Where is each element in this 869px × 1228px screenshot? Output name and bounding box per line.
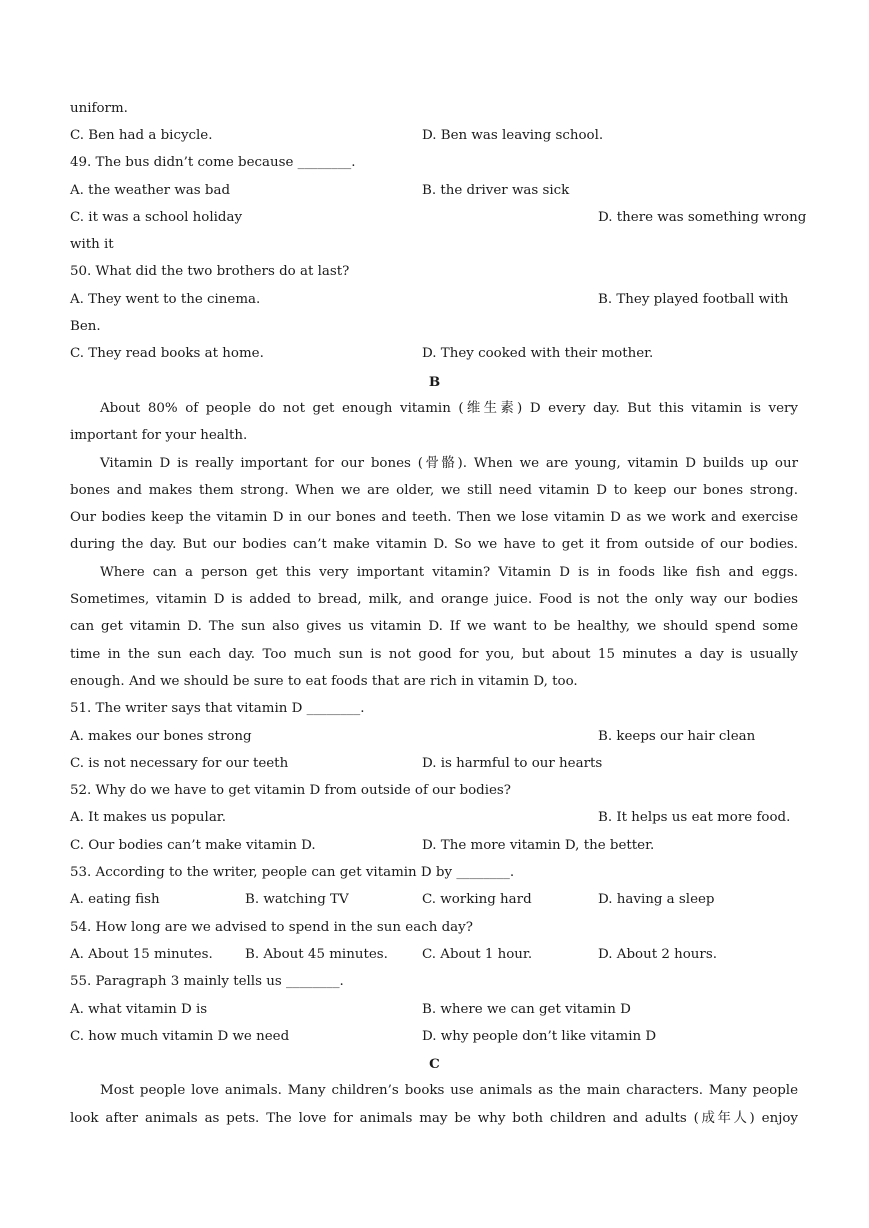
option-50-b: B. They played football with — [598, 292, 789, 307]
option-49-b: B. the driver was sick — [422, 183, 570, 198]
option-48-c: C. Ben had a bicycle. — [70, 128, 213, 143]
passage-b-line: Our bodies keep the vitamin D in our bones and teeth. Then we lose vitamin D as we work and exercise — [70, 510, 798, 525]
option-54-d: D. About 2 hours. — [598, 947, 717, 962]
option-51-c: C. is not necessary for our teeth — [70, 756, 289, 771]
option-53-b: B. watching TV — [245, 892, 349, 907]
option-53-d: D. having a sleep — [598, 892, 715, 907]
option-50-d: D. They cooked with their mother. — [422, 346, 654, 361]
option-55-a: A. what vitamin D is — [70, 1002, 208, 1017]
option-49-d-cont: with it — [70, 237, 114, 252]
option-53-a: A. eating fish — [70, 892, 160, 907]
option-54-b: B. About 45 minutes. — [245, 947, 388, 962]
option-52-d: D. The more vitamin D, the better. — [422, 838, 655, 853]
question-55: 55. Paragraph 3 mainly tells us ________. — [70, 974, 344, 989]
option-55-d: D. why people don’t like vitamin D — [422, 1029, 657, 1044]
question-50: 50. What did the two brothers do at last? — [70, 264, 350, 279]
question-54: 54. How long are we advised to spend in the sun each day? — [70, 920, 473, 935]
option-51-a: A. makes our bones strong — [70, 729, 252, 744]
option-54-a: A. About 15 minutes. — [70, 947, 213, 962]
option-50-a: A. They went to the cinema. — [70, 292, 261, 307]
question-52: 52. Why do we have to get vitamin D from outside of our bodies? — [70, 783, 511, 798]
option-49-d: D. there was something wrong — [598, 210, 807, 225]
passage-b-line: enough. And we should be sure to eat foods that are rich in vitamin D, too. — [70, 674, 578, 689]
option-48-d: D. Ben was leaving school. — [422, 128, 604, 143]
passage-b-line: time in the sun each day. Too much sun is not good for you, but about 15 minutes a day is usually — [70, 647, 798, 662]
passage-b-line: bones and makes them strong. When we are older, we still need vitamin D to keep our bones strong. — [70, 483, 798, 498]
option-55-c: C. how much vitamin D we need — [70, 1029, 290, 1044]
passage-c-line: look after animals as pets. The love for animals may be why both children and adults (成年人) enjoy — [70, 1111, 798, 1126]
option-54-c: C. About 1 hour. — [422, 947, 533, 962]
option-49-a: A. the weather was bad — [70, 183, 231, 198]
passage-b-line: can get vitamin D. The sun also gives us vitamin D. If we want to be healthy, we should spend some — [70, 619, 798, 634]
text-line: uniform. — [70, 101, 128, 116]
passage-b-line: Where can a person get this very important vitamin? Vitamin D is in foods like fish and eggs. — [100, 565, 798, 580]
option-51-d: D. is harmful to our hearts — [422, 756, 603, 771]
passage-c-line: Most people love animals. Many children’s books use animals as the main characters. Many people — [100, 1083, 798, 1098]
option-52-c: C. Our bodies can’t make vitamin D. — [70, 838, 316, 853]
option-52-a: A. It makes us popular. — [70, 810, 226, 825]
section-b-heading: B — [428, 374, 441, 390]
option-52-b: B. It helps us eat more food. — [598, 810, 791, 825]
option-50-c: C. They read books at home. — [70, 346, 264, 361]
passage-b-line: Vitamin D is really important for our bones (骨骼). When we are young, vitamin D builds up our — [100, 456, 798, 471]
option-50-b-cont: Ben. — [70, 319, 101, 334]
question-51: 51. The writer says that vitamin D ________. — [70, 701, 365, 716]
passage-b-line: Sometimes, vitamin D is added to bread, milk, and orange juice. Food is not the only way our bodies — [70, 592, 798, 607]
passage-b-line: About 80% of people do not get enough vitamin (维生素) D every day. But this vitamin is very — [100, 401, 798, 416]
question-49: 49. The bus didn’t come because ________. — [70, 155, 356, 170]
passage-b-line: during the day. But our bodies can’t make vitamin D. So we have to get it from outside of our bodies. — [70, 537, 798, 552]
option-55-b: B. where we can get vitamin D — [422, 1002, 631, 1017]
question-53: 53. According to the writer, people can get vitamin D by ________. — [70, 865, 515, 880]
option-53-c: C. working hard — [422, 892, 532, 907]
section-c-heading: C — [429, 1056, 440, 1072]
option-49-c: C. it was a school holiday — [70, 210, 243, 225]
passage-b-line: important for your health. — [70, 428, 248, 443]
option-51-b: B. keeps our hair clean — [598, 729, 756, 744]
